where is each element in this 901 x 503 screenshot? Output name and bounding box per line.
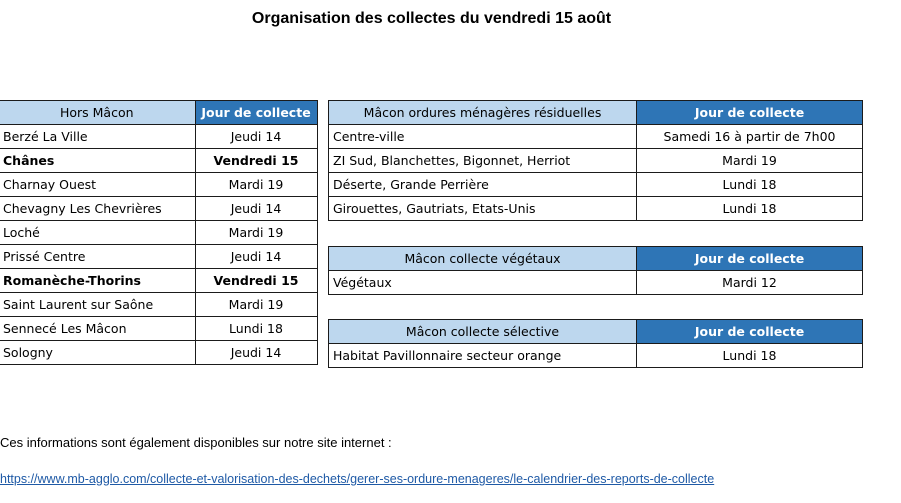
macon-omr-day-header: Jour de collecte bbox=[637, 101, 863, 125]
table-row bbox=[0, 221, 317, 245]
commune-cell: Loché bbox=[0, 221, 195, 245]
website-link[interactable]: https://www.mb-agglo.com/collecte-et-valorisation-des-dechets/gerer-ses-ordure-menageres/le-calendrier-des-reports-de-collecte bbox=[0, 472, 715, 486]
secteur-cell: Girouettes, Gautriats, Etats-Unis bbox=[329, 197, 637, 221]
macon-selective-day-header: Jour de collecte bbox=[637, 320, 863, 344]
table-row bbox=[0, 293, 317, 317]
collection-day-cell: Samedi 16 à partir de 7h00 bbox=[637, 125, 863, 149]
commune-cell: Sologny bbox=[0, 341, 195, 365]
secteur-cell: ZI Sud, Blanchettes, Bigonnet, Herriot bbox=[329, 149, 637, 173]
collection-day-cell: Mardi 19 bbox=[195, 293, 317, 317]
macon-selective-table bbox=[328, 319, 863, 368]
secteur-cell: Déserte, Grande Perrière bbox=[329, 173, 637, 197]
collection-day-cell: Jeudi 14 bbox=[195, 197, 317, 221]
macon-vegetaux-table bbox=[328, 246, 863, 295]
collection-day-cell: Lundi 18 bbox=[637, 173, 863, 197]
info-text: Ces informations sont également disponibles sur notre site internet : bbox=[0, 435, 392, 450]
collection-day-cell: Jeudi 14 bbox=[195, 245, 317, 269]
table-row bbox=[0, 245, 317, 269]
macon-selective-header: Mâcon collecte sélective bbox=[329, 320, 637, 344]
table-header-row bbox=[329, 247, 863, 271]
table-row bbox=[0, 125, 317, 149]
commune-cell: Chevagny Les Chevrières bbox=[0, 197, 195, 221]
table-row bbox=[329, 344, 863, 368]
table-row bbox=[329, 173, 863, 197]
collection-day-cell: Jeudi 14 bbox=[195, 341, 317, 365]
secteur-cell: Habitat Pavillonnaire secteur orange bbox=[329, 344, 637, 368]
macon-omr-header: Mâcon ordures ménagères résiduelles bbox=[329, 101, 637, 125]
commune-cell: Berzé La Ville bbox=[0, 125, 195, 149]
collection-day-cell: Mardi 12 bbox=[637, 271, 863, 295]
secteur-cell: Végétaux bbox=[329, 271, 637, 295]
commune-cell: Charnay Ouest bbox=[0, 173, 195, 197]
table-header-row bbox=[0, 101, 317, 125]
collection-day-cell: Jeudi 14 bbox=[195, 125, 317, 149]
table-row bbox=[0, 173, 317, 197]
table-header-row bbox=[329, 101, 863, 125]
table-row bbox=[329, 149, 863, 173]
hors-macon-day-header: Jour de collecte bbox=[195, 101, 317, 125]
table-row bbox=[0, 149, 317, 173]
macon-omr-rows bbox=[329, 125, 863, 221]
table-row bbox=[0, 317, 317, 341]
commune-cell: Sennecé Les Mâcon bbox=[0, 317, 195, 341]
macon-vegetaux-rows bbox=[329, 271, 863, 295]
collection-day-cell: Lundi 18 bbox=[637, 197, 863, 221]
macon-selective-rows bbox=[329, 344, 863, 368]
collection-day-cell: Mardi 19 bbox=[195, 221, 317, 245]
table-row bbox=[0, 269, 317, 293]
table-header-row bbox=[329, 320, 863, 344]
commune-cell: Saint Laurent sur Saône bbox=[0, 293, 195, 317]
commune-cell: Chânes bbox=[0, 149, 195, 173]
macon-vegetaux-header: Mâcon collecte végétaux bbox=[329, 247, 637, 271]
collection-day-cell: Lundi 18 bbox=[195, 317, 317, 341]
macon-omr-table bbox=[328, 100, 863, 221]
table-row bbox=[0, 197, 317, 221]
commune-cell: Romanèche-Thorins bbox=[0, 269, 195, 293]
collection-day-cell: Vendredi 15 bbox=[195, 269, 317, 293]
secteur-cell: Centre-ville bbox=[329, 125, 637, 149]
table-row bbox=[0, 341, 317, 365]
hors-macon-table bbox=[0, 100, 318, 365]
macon-vegetaux-day-header: Jour de collecte bbox=[637, 247, 863, 271]
collection-day-cell: Lundi 18 bbox=[637, 344, 863, 368]
collection-day-cell: Vendredi 15 bbox=[195, 149, 317, 173]
page-title: Organisation des collectes du vendredi 15 août bbox=[251, 10, 612, 27]
hors-macon-header: Hors Mâcon bbox=[0, 101, 195, 125]
hors-macon-rows bbox=[0, 125, 317, 365]
commune-cell: Prissé Centre bbox=[0, 245, 195, 269]
table-row bbox=[329, 271, 863, 295]
table-row bbox=[329, 197, 863, 221]
table-row bbox=[329, 125, 863, 149]
collection-day-cell: Mardi 19 bbox=[195, 173, 317, 197]
collection-day-cell: Mardi 19 bbox=[637, 149, 863, 173]
